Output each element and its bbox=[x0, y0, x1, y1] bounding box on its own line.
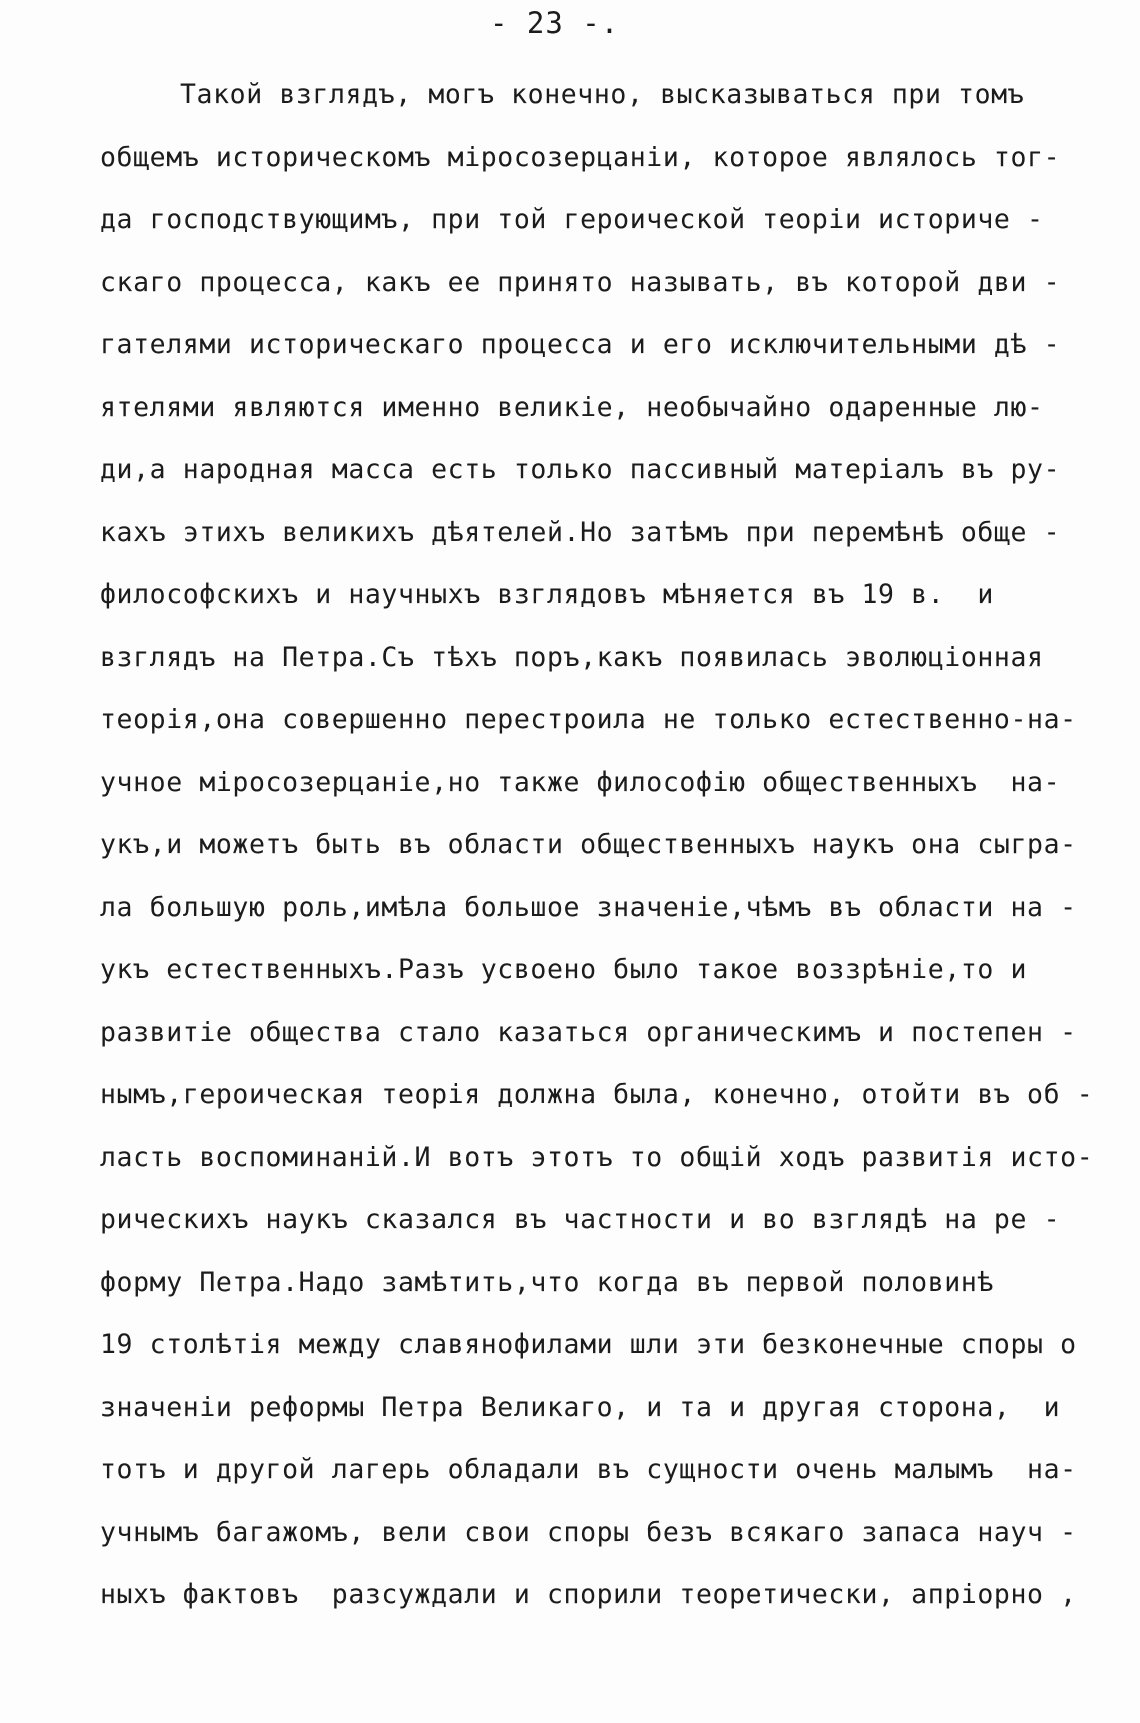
text-line: значеніи реформы Петра Великаго, и та и другая сторона, и bbox=[100, 1391, 1061, 1423]
text-line: тотъ и другой лагерь обладали въ сущности очень малымъ на- bbox=[100, 1454, 1077, 1485]
text-line: взглядъ на Петра.Съ тѣхъ поръ,какъ появилась эволюціонная bbox=[100, 641, 1044, 673]
text-line: общемъ историческомъ міросозерцаніи, которое являлось тог- bbox=[100, 141, 1061, 173]
text-line: укъ,и можетъ быть въ области общественныхъ наукъ она сыгра- bbox=[100, 829, 1077, 860]
body-text bbox=[100, 64, 1110, 1627]
text-line: Такой взглядъ, могъ конечно, высказываться при томъ bbox=[180, 79, 1025, 110]
text-line: рическихъ наукъ сказался въ частности и во взглядѣ на ре - bbox=[100, 1204, 1061, 1235]
text-line: укъ естественныхъ.Разъ усвоено было такое воззрѣніе,то и bbox=[100, 954, 1028, 985]
text-line: философскихъ и научныхъ взглядовъ мѣняется въ 19 в. и bbox=[100, 579, 994, 610]
text-line: нымъ,героическая теорія должна была, конечно, отойти въ об - bbox=[100, 1079, 1094, 1110]
text-line: развитіе общества стало казаться органическимъ и постепен - bbox=[100, 1016, 1077, 1048]
text-line: форму Петра.Надо замѣтить,что когда въ первой половинѣ bbox=[100, 1266, 994, 1298]
text-line: ла большую роль,имѣла большое значеніе,чѣмъ въ области на - bbox=[100, 891, 1077, 923]
text-line: ятелями являются именно великіе, необычайно одаренные лю- bbox=[100, 391, 1044, 423]
text-line: учнымъ багажомъ, вели свои споры безъ всякаго запаса науч - bbox=[100, 1516, 1077, 1548]
text-line: гателями историческаго процесса и его исключительными дѣ - bbox=[100, 329, 1061, 360]
text-line: 19 столѣтія между славянофилами шли эти безконечные споры о bbox=[100, 1329, 1077, 1360]
text-line: теорія,она совершенно перестроила не только естественно-на- bbox=[100, 704, 1077, 735]
text-line: учное міросозерцаніе,но также философію общественныхъ на- bbox=[100, 766, 1061, 798]
text-line: ласть воспоминаній.И вотъ этотъ то общій ходъ развитія исто- bbox=[100, 1141, 1094, 1173]
text-line: да господствующимъ, при той героической теоріи историче - bbox=[100, 204, 1044, 235]
text-line: кахъ этихъ великихъ дѣятелей.Но затѣмъ при перемѣнѣ обще - bbox=[100, 516, 1061, 548]
text-line: ныхъ фактовъ разсуждали и спорили теоретически, апріорно , bbox=[100, 1579, 1077, 1610]
page-number: - 23 -. bbox=[490, 6, 620, 40]
text-line: ди,а народная масса есть только пассивный матеріалъ въ ру- bbox=[100, 454, 1061, 485]
text-line: скаго процесса, какъ ее принято называть, въ которой дви - bbox=[100, 266, 1061, 298]
